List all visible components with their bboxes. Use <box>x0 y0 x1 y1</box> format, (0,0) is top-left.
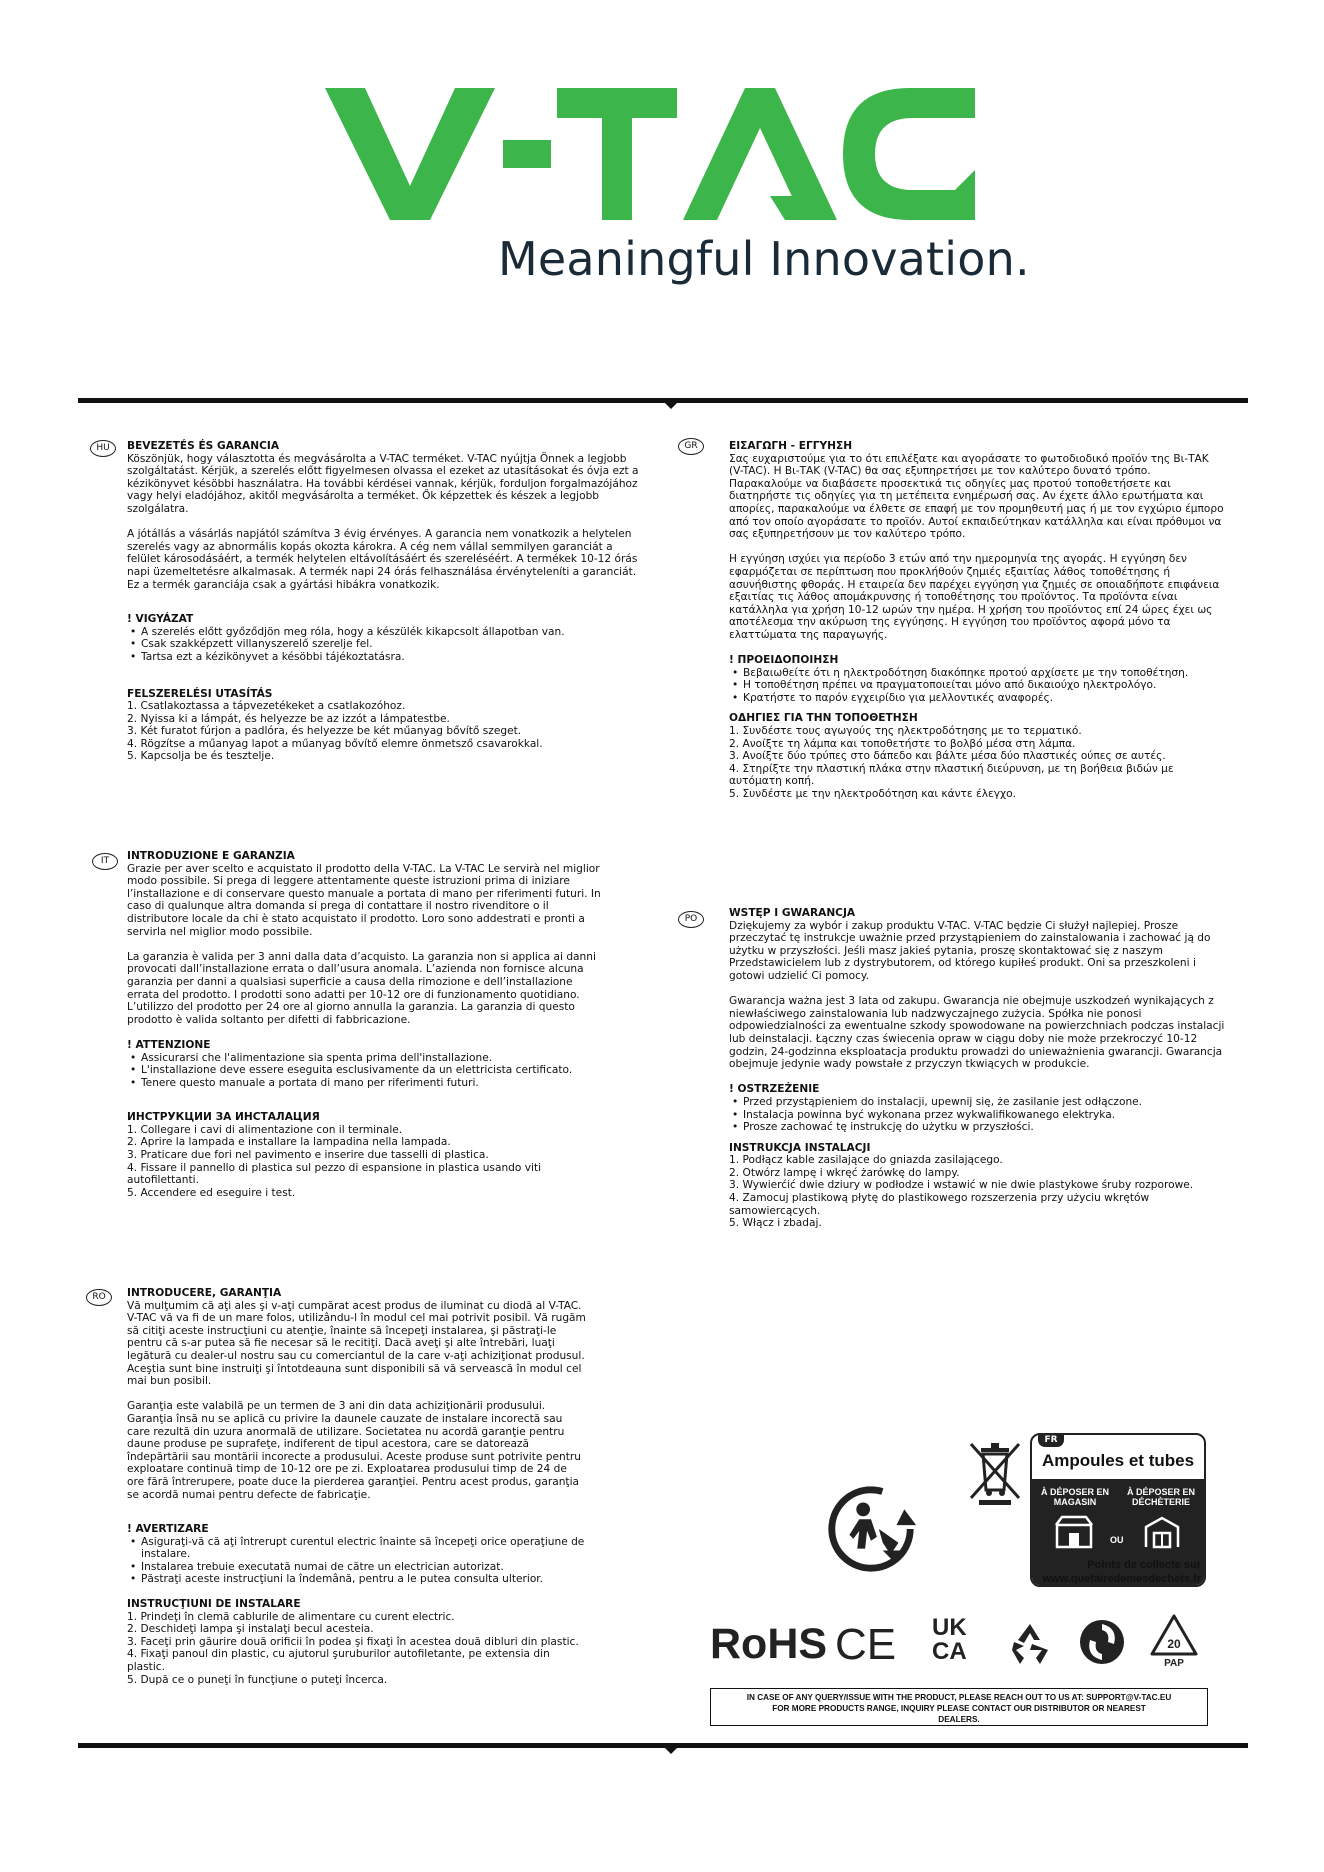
list-item: • Assicurarsi che l'alimentazione sia spenta prima dell'installazione. <box>127 1052 607 1065</box>
install-title: ИНСТРУКЦИИ ЗА ИНСТАЛАЦИЯ <box>127 1111 320 1124</box>
list-item: • Instalacja powinna być wykonana przez wykwalifikowanego elektryka. <box>729 1109 1234 1122</box>
list-item: 1. Podłącz kable zasilające do gniazda zasilającego. <box>729 1154 1003 1167</box>
top-divider-notch <box>664 402 678 409</box>
v-tac-logo <box>325 88 975 220</box>
warranty-paragraph: Garanţia este valabilă pe un termen de 3 ani din data achiziţionării produsului. Garanţia însă nu se aplică cu privire la daunele cauzate de instalare incorectă sau care rezultă din uzura anormală de utilizare. Societatea nu acordă garanţie pentru daune produse pe suprafeţe, indiferent de tipul acestora, care se datorează îndepărtării sau montării incorecte a produsului. Aceste produse sunt potrivite pentru exploatare continuă timp de 10-12 ore pe zi. Exploatarea produsului timp de 24 de ore fără întrerupere, poate duce la pierderea garanţiei. Pentru acest produs, garanţia se acordă numai pentru defecte de fabricaţie. <box>127 1400 581 1501</box>
list-item: • Tenere questo manuale a portata di mano per riferimenti futuri. <box>127 1077 607 1090</box>
section-title: INTRODUCERE, GARANŢIA <box>127 1287 282 1299</box>
section-title: BEVEZETÉS ÉS GARANCIA <box>127 440 280 452</box>
list-item: 5. Włącz i zbadaj. <box>729 1217 822 1230</box>
ukca-mark <box>932 1616 967 1664</box>
list-item: 3. Ανοίξτε δύο τρύπες στο δάπεδο και βάλτε μέσα δύο πλαστικές ούπες σε αυτές. <box>729 750 1166 763</box>
warranty-paragraph: La garanzia è valida per 3 anni dalla data d’acquisto. La garanzia non si applica ai danni provocati dall’installazione errata o dall’usura anomala. L’azienda non fornisce alcuna garanzia per danni a qualsiasi superficie a causa della rimozione e dell’installazione errata del prodotto. I prodotti sono adatti per 10-12 ore di funzionamento quotidiano. L’utilizzo del prodotto per 24 ore al giorno annulla la garanzia. La garanzia di questo prodotto è valida soltanto per difetti di fabbricazione. <box>127 950 596 1026</box>
list-item: 1. Csatlakoztassa a tápvezetékeket a csatlakozóhoz. <box>127 700 406 713</box>
warning-list <box>729 1096 1234 1134</box>
list-item: 3. Praticare due fori nel pavimento e inserire due tasselli di plastica. <box>127 1149 489 1162</box>
certification-marks <box>710 1610 1210 1680</box>
intro-paragraph: Köszönjük, hogy választotta és megvásárolta a V-TAC terméket. V-TAC nyújtja Önnek a legjobb szolgáltatást. Kérjük, a szerelés előtt figyelmesen olvassa el ezeket az utasításokat és óvja ezt a kézikönyvet késöbbi használatra. Ha további kérdései vannak, kérjük, forduljon forgalmazójához vagy helyi eladójához, akitől megvásárolta a terméket. Ők képzettek és készek a legjobb szolgálatra. <box>127 452 639 515</box>
ce-mark: CE <box>835 1620 897 1669</box>
list-item: • Asiguraţi-vă că aţi întrerupt curentul electric înainte să începeţi orice operaţiune de instalare. <box>127 1536 587 1561</box>
warning-title: ! OSTRZEŻENIE <box>729 1083 820 1096</box>
list-item: 2. Deschideţi lampa şi instalaţi becul acesteia. <box>127 1623 374 1636</box>
collection-points <box>1015 1558 1201 1586</box>
warranty-paragraph: Gwarancja ważna jest 3 lata od zakupu. Gwarancja nie obejmuje uszkodzeń wynikających z niewłaściwego zainstalowania lub nadzwyczajnego zużycia. Spółka nie ponosi odpowiedzialności za ewentualne szkody spowodowane na powierzchniach podczas instalacji lub deinstalacji. Łączny czas świecenia opraw w ciągu doby nie może przekroczyć 10-12 godzin, 24-godzinna eksploatacja produktu prowadzi do unieważnienia gwarancji. Gwarancja obejmuje jedynie wady powstałe z przyczyn tkwiących w produkcie. <box>729 995 1225 1071</box>
section-po <box>729 907 1234 1238</box>
warning-title: ! AVERTIZARE <box>127 1523 209 1536</box>
warning-list <box>127 626 647 664</box>
install-title: INSTRUKCJA INSTALACJI <box>729 1141 871 1154</box>
warning-list <box>729 667 1224 705</box>
list-item: 2. Nyissa ki a lámpát, és helyezze be az izzót a lámpatestbe. <box>127 712 450 725</box>
install-title: ΟΔΗΓΙΕΣ ΓΙΑ ΤΗΝ ΤΟΠΟΘΕΤΗΣΗ <box>729 712 918 725</box>
list-item: • Instalarea trebuie executată numai de către un electrician autorizat. <box>127 1561 587 1574</box>
section-gr <box>729 440 1224 809</box>
warning-title: ! ΠΡΟΕΙΔΟΠΟΙΗΣΗ <box>729 654 839 667</box>
green-dot-icon <box>1078 1618 1126 1666</box>
support-contact-box <box>710 1688 1208 1726</box>
list-item: • Κρατήστε το παρόν εγχειρίδιο για μελλοντικές αναφορές. <box>729 692 1224 705</box>
intro-paragraph: Grazie per aver scelto e acquistato il prodotto della V-TAC. La V-TAC Le servirà nel miglior modo possibile. Si prega di leggere attentamente queste istruzioni prima di iniziare l’installazione e di conservare questo manuale a portata di mano per riferimenti futuri. In caso di qualunque altra domanda si prega di contattare il nostro rivenditore o il distributore locale da chi è stato acquistato il prodotto. Loro sono addestrati e pronti a servirla nel miglior modo possibile. <box>127 862 601 938</box>
tagline: Meaningful Innovation. <box>498 232 1030 286</box>
fr-dechetterie-label: À DÉPOSER EN DÉCHÈTERIE <box>1126 1487 1195 1507</box>
section-title: ΕΙΣΑΓΩΓΗ - ΕΓΓΥΗΣΗ <box>729 440 853 452</box>
ukca-top: UK <box>932 1614 967 1641</box>
list-item: 4. Rögzítse a műanyag lapot a műanyag bővítő elemre önmetsző csavarokkal. <box>127 737 543 750</box>
section-it <box>127 850 607 1207</box>
store-icon <box>1054 1515 1094 1549</box>
install-steps <box>729 1154 1234 1230</box>
list-item: 5. Accendere ed eseguire i test. <box>127 1186 296 1199</box>
list-item: • Βεβαιωθείτε ότι η ηλεκτροδότηση διακόπηκε προτού αρχίσετε με την τοποθέτηση. <box>729 667 1224 680</box>
warning-title: ! ATTENZIONE <box>127 1038 211 1051</box>
list-item: 4. Στηρίξτε την πλαστική πλάκα στην πλαστική διεύρυνση, με τη βοήθεια βιδών με αυτόματη κοπή. <box>729 762 1174 788</box>
list-item: 2. Ανοίξτε τη λάμπα και τοποθετήστε το βολβό μέσα στη λάμπα. <box>729 737 1076 750</box>
bottom-divider <box>78 1743 1248 1748</box>
rohs-mark: RoHS <box>710 1620 828 1668</box>
language-badge-ro: RO <box>86 1289 112 1306</box>
list-item: • A szerelés előtt győződjön meg róla, hogy a készülék kikapcsolt állapotban van. <box>127 626 647 639</box>
dealer-line: FOR MORE PRODUCTS RANGE, INQUIRY PLEASE CONTACT OUR DISTRIBUTOR OR NEAREST DEALERS. <box>772 1704 1146 1724</box>
language-badge-gr: GR <box>678 438 704 455</box>
section-hu <box>127 440 647 771</box>
intro-paragraph: Σας ευχαριστούμε για το ότι επιλέξατε και αγοράσατε το φωτοδιοδικό προϊόν της Βι-ΤΑΚ (V-TAC). Η Βι-ΤΑΚ (V-TAC) θα σας εξυπηρετήσει με τον καλύτερο δυνατό τρόπο. Παρακαλούμε να διαβάσετε προσεκτικά τις οδηγίες μας προτού τοποθετήσετε και διατηρήστε τις οδηγίες για τη μετέπειτα ενημέρωσή σας. Αν έχετε άλλο ερωτήματα και απορίες, παρακαλούμε να έλθετε σε επαφή με τον προμηθευτή μας ή με τον εγχώριο έμπορο από τον οποίο αγοράσατε το προϊόν. Αυτοί εκπαιδεύτηκαν κατάλληλα και είναι πρόθυμοι να σας εξυπηρετήσουν με τον καλύτερο τρόπο. <box>729 452 1224 541</box>
install-steps <box>729 725 1224 801</box>
language-badge-po: PO <box>678 911 704 928</box>
dechetterie-icon <box>1142 1515 1182 1549</box>
intro-paragraph: Dziękujemy za wybór i zakup produktu V-TAC. V-TAC będzie Ci służył najlepiej. Prosze przeczytać tę instrukcje uważnie przed przystąpieniem do zainstalowania i zachować ją do użytku w przyszłości. Jeśli masz jakieś pytania, proszę skontaktować się z naszym Przedstawicielem lub z dystrybutorem, od którego kupiłeś produkt. Oni sa przeszkoleni i gotowi udzielić Ci pomocy. <box>729 919 1211 982</box>
triman-recycling-icon <box>822 1480 920 1578</box>
section-title: WSTĘP I GWARANCJA <box>729 907 856 919</box>
list-item: 2. Otwórz lampę i wkręć żarówkę do lampy. <box>729 1166 960 1179</box>
list-item: • L'installazione deve essere eseguita esclusivamente da un elettricista certificato. <box>127 1064 607 1077</box>
warranty-paragraph: Η εγγύηση ισχύει για περίοδο 3 ετών από την ημερομηνία της αγοράς. Η εγγύηση δεν εφαρμόζεται σε περίπτωση που προκλήθούν ζημιές εξαιτίας λάθος τοποθέτησης ή ασυνήθιστης φθοράς. Η εταιρεία δεν παρέχει εγγύηση για ζημιές σε οποιαδήποτε επιφάνεια εξαιτίας τις λάθος απομάκρυνσης ή τοποθέτησης του προϊόντος. Τα προϊόντα είναι κατάλληλα για χρήση 10-12 ωρών την ημέρα. Η χρήση του προϊόντος επί 24 ώρες έχει ως αποτέλεσμα την ακύρωση της εγγύησης. Η εγγύηση του προϊόντος αφορά μόνο τα ελαττώματα της παραγωγής. <box>729 553 1220 641</box>
list-item: 5. Kapcsolja be és tesztelje. <box>127 750 275 763</box>
list-item: • Η τοποθέτηση πρέπει να πραγματοποιείται μόνο από δικαιούχο ηλεκτρολόγο. <box>729 679 1224 692</box>
list-item: 5. După ce o puneţi în funcţiune o puteţi încerca. <box>127 1673 388 1686</box>
list-item: 4. Zamocuj plastikową płytę do plastikowego rozszerzenia przy użyciu wkrętów samowiercących. <box>729 1192 1150 1217</box>
weee-crossed-bin-icon <box>965 1438 1025 1506</box>
language-badge-hu: HU <box>90 440 116 457</box>
list-item: 3. Faceţi prin găurire două orificii în podea şi fixaţi în acestea două dibluri din plastic. <box>127 1635 579 1648</box>
bottom-divider-notch <box>664 1747 678 1754</box>
install-steps <box>127 700 647 763</box>
list-item: • Tartsa ezt a kézikönyvet a késöbbi tájékoztatásra. <box>127 651 647 664</box>
warning-list <box>127 1052 607 1090</box>
warranty-paragraph: A jótállás a vásárlás napjától számítva 3 évig érvényes. A garancia nem vonatkozik a helytelen szerelés vagy az abnormális kopás okozta károkra. A cég nem vállal semmilyen garanciát a felület károsodásáért, a termék helytelen eltávolításáért és szereléséért. A termékek 10-12 órás napi üzemeltetésre alkalmasak. A termék napi 24 órás felhasználása érvényteleníti a garanciát. Ez a termék garanciája csak a gyártási hibákra vonatkozik. <box>127 528 638 591</box>
warning-title: ! VIGYÁZAT <box>127 613 194 626</box>
support-line: IN CASE OF ANY QUERY/ISSUE WITH THE PRODUCT, PLEASE REACH OUT TO US AT: SUPPORT@V-TAC.EU <box>746 1693 1172 1702</box>
list-item: • Przed przystąpieniem do instalacji, upewnij się, że zasilanie jest odłączone. <box>729 1096 1234 1109</box>
list-item: 3. Wywierćić dwie dziury w podłodze i wstawić w nie dwie plastykowe śruby rozporowe. <box>729 1179 1194 1192</box>
pap-number: 20 <box>1167 1637 1181 1651</box>
list-item: 2. Aprire la lampada e installare la lampadina nella lampada. <box>127 1136 451 1149</box>
list-item: • Csak szakképzett villanyszerelő szerelje fel. <box>127 638 647 651</box>
list-item: 5. Συνδέστε με την ηλεκτροδότηση και κάντε έλεγχο. <box>729 788 1016 801</box>
list-item: 4. Fixaţi panoul din plastic, cu ajutorul şuruburilor autofiletante, pe extensia din plastic. <box>127 1648 550 1674</box>
list-item: 1. Συνδέστε τους αγωγούς της ηλεκτροδότησης με το τερματικό. <box>729 725 1082 738</box>
collection-points-url: www.quefairedemesdechets.fr <box>1042 1573 1201 1585</box>
ukca-bottom: CA <box>932 1638 967 1665</box>
install-title: INSTRUCŢIUNI DE INSTALARE <box>127 1598 301 1611</box>
list-item: • Prosze zachować tę instrukcję do użytku w przyszłości. <box>729 1121 1234 1134</box>
list-item: 4. Fissare il pannello di plastica sul pezzo di espansione in plastica usando viti autofilettanti. <box>127 1161 542 1187</box>
list-item: 1. Prindeţi în clemă cablurile de alimentare cu curent electric. <box>127 1610 455 1623</box>
install-steps <box>127 1124 607 1200</box>
fr-or-label: OU <box>1110 1535 1124 1545</box>
install-steps <box>127 1611 587 1687</box>
recycle-arrows-icon <box>1006 1620 1054 1666</box>
top-divider <box>78 398 1248 403</box>
list-item: 1. Collegare i cavi di alimentazione con il terminale. <box>127 1123 403 1136</box>
language-badge-it: IT <box>92 853 118 870</box>
pap-recycling-icon <box>1150 1614 1198 1668</box>
list-item: 3. Két furatot fúrjon a padlóra, és helyezze be két műanyag bővítő szeget. <box>127 725 522 738</box>
fr-card-title: Ampoules et tubes <box>1041 1451 1195 1470</box>
collection-points-line: Points de collecte sur <box>1087 1559 1201 1571</box>
install-title: FELSZERELÉSI UTASÍTÁS <box>127 687 273 700</box>
fr-badge: FR <box>1038 1433 1064 1447</box>
intro-paragraph: Vă mulţumim că aţi ales şi v-aţi cumpărat acest produs de iluminat cu diodă al V-TAC. V-TAC vă va fi de un mare folos, utilizându-l în modul cel mai potrivit posibil. Vă rugăm să citiţi aceste instrucţiuni cu atenţie, înainte să începeţi instalarea, şi păstraţi-le pentru că s-ar putea să fie necesar să le recitiţi. Dacă aveţi şi alte întrebări, luaţi legătură cu dealer-ul nostru sau cu comerciantul de la care v-aţi achiziţionat produsul. Aceştia sunt bine instruiţi şi întotdeauna sunt disponibili să vă servească în modul cel mai bun posibil. <box>127 1299 586 1388</box>
list-item: • Păstraţi aceste instrucţiuni la îndemână, pentru a le putea consulta ulterior. <box>127 1573 587 1586</box>
section-title: INTRODUZIONE E GARANZIA <box>127 850 295 862</box>
warning-list <box>127 1536 587 1586</box>
pap-label: PAP <box>1164 1658 1184 1668</box>
section-ro <box>127 1287 587 1694</box>
fr-store-label: À DÉPOSER EN MAGASIN <box>1040 1487 1109 1507</box>
